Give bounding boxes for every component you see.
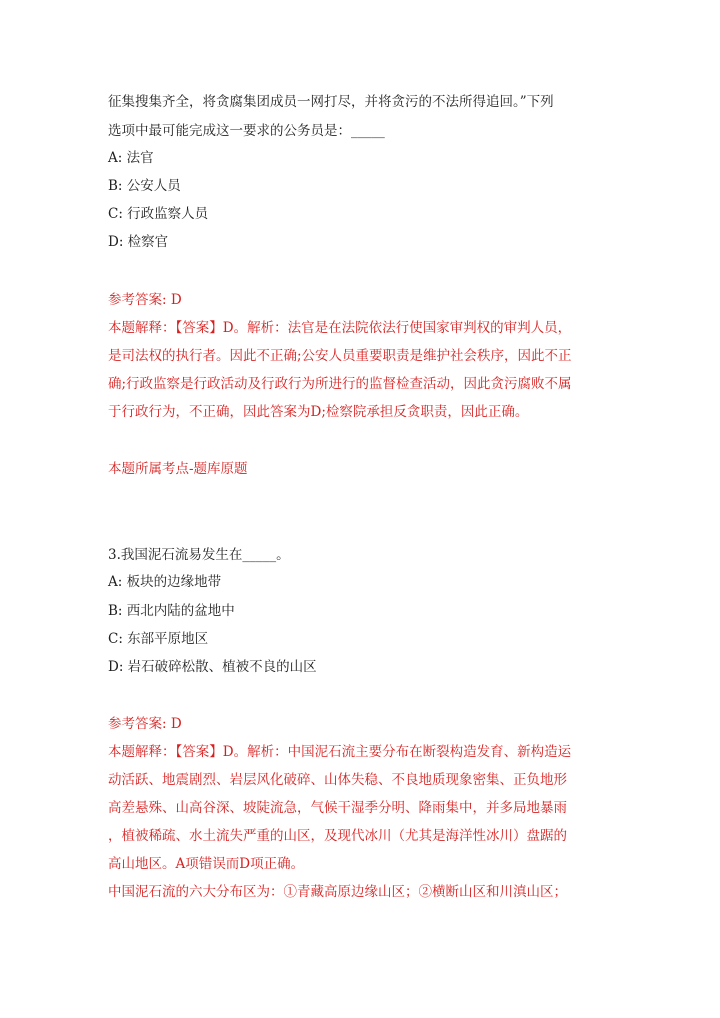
q2-explanation-line-4: 于行政行为，不正确，因此答案为D;检察院承担反贪职责，因此正确。 [108,404,529,420]
q3-explanation-line-2: 动活跃、地震剧烈、岩层风化破碎、山体失稳、不良地质现象密集、正负地形 [108,772,567,788]
q2-answer: 参考答案: D [108,292,182,308]
q3-option-c: C: 东部平原地区 [108,631,209,647]
q2-option-a: A: 法官 [108,150,154,166]
q3-option-a: A: 板块的边缘地带 [108,574,222,590]
q3-option-d: D: 岩石破碎松散、植被不良的山区 [108,659,317,675]
q2-stem-line-1: 征集搜集齐全，将贪腐集团成员一网打尽，并将贪污的不法所得追回。”下列 [108,94,554,110]
q3-explanation-line-6: 中国泥石流的六大分布区为：①青藏高原边缘山区；②横断山区和川滇山区； [108,884,567,900]
q2-explanation-line-1: 本题解释：【答案】D。解析：法官是在法院依法行使国家审判权的审判人员， [108,320,572,336]
q3-explanation-line-3: 高差悬殊、山高谷深、坡陡流急，气候干湿季分明、降雨集中，并多局地暴雨 [108,800,567,816]
q2-option-d: D: 检察官 [108,234,169,250]
q2-stem-line-2: 选项中最可能完成这一要求的公务员是：_____ [108,123,385,139]
q2-topic: 本题所属考点-题库原题 [108,461,248,477]
q2-option-c: C: 行政监察人员 [108,206,209,222]
q3-stem: 3.我国泥石流易发生在_____。 [108,547,290,563]
q2-option-b: B: 公安人员 [108,178,181,194]
q3-option-b: B: 西北内陆的盆地中 [108,603,235,619]
q2-explanation-line-3: 确;行政监察是行政活动及行政行为所进行的监督检查活动，因此贪污腐败不属 [108,376,572,392]
q3-explanation-line-1: 本题解释：【答案】D。解析：中国泥石流主要分布在断裂构造发育、新构造运 [108,744,572,760]
q3-explanation-line-5: 高山地区。A项错误而D项正确。 [108,856,305,872]
q2-explanation-line-2: 是司法权的执行者。因此不正确;公安人员重要职责是维护社会秩序，因此不正 [108,348,572,364]
q3-answer: 参考答案: D [108,716,182,732]
q3-explanation-line-4: ，植被稀疏、水土流失严重的山区，及现代冰川（尤其是海洋性冰川）盘踞的 [108,828,567,844]
